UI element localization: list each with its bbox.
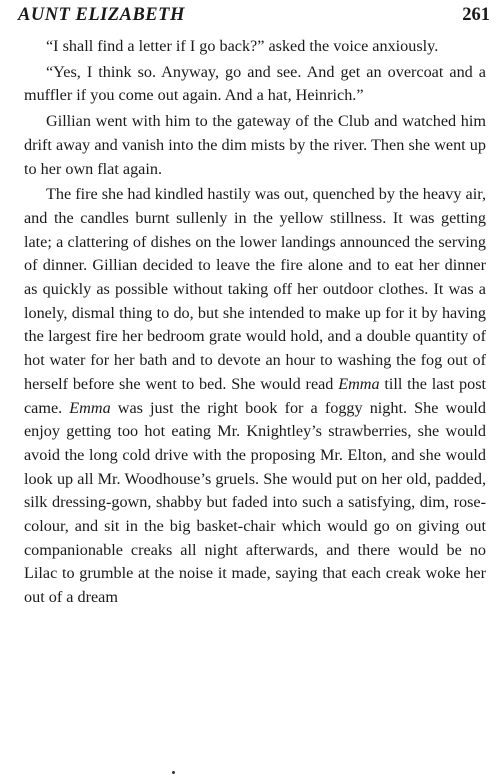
paragraph: “I shall find a letter if I go back?” asked the voice anxiously. — [46, 37, 439, 55]
paragraph-text: The fire she had kindled hastily was out, quenched by the heavy air, and the candles burnt sullenly in the yellow stillness. It was getting late; a clattering of dishes on the lower landings announced the serving of dinner. Gillian decided to leave the fire alone and to eat her dinner as quickly as possible without taking off her outdoor clothes. It was a lonely, dismal thing to do, but she intended to make up for it by having the largest fire her bedroom grate would hold, and a double quantity of hot water for her bath and to devote an hour to washing the fog out of herself before she went to bed. She would read — [24, 185, 486, 393]
paragraph — [24, 183, 486, 610]
printer-dot — [172, 771, 175, 774]
paragraph-text: till the last post came. — [24, 374, 486, 417]
paragraph: “Yes, I think so. Anyway, go and see. And get an overcoat and a muffler if you come out again. And a hat, Heinrich.” — [24, 62, 486, 105]
running-title: AUNT ELIZABETH — [18, 5, 185, 25]
book-title-emphasis: Emma — [338, 374, 380, 393]
paragraph-text: was just the right book for a foggy night. She would enjoy getting too hot eating Mr. Knightley’s strawberries, she would avoid the long cold drive with the proposing Mr. Elton, and she would look up all Mr. Woodhouse’s gruels. She would put on her old, padded, silk dressing-gown, shabby but faded into such a satisfying, dim, rose-colour, and sit in the big basket-chair which would go on giving out companionable creaks all night afterwards, and there would be no Lilac to grumble at the noise it made, saying that each creak woke her out of a dream — [24, 398, 486, 607]
body-text — [24, 35, 486, 612]
running-head — [18, 2, 490, 28]
book-title-emphasis: Emma — [69, 398, 111, 417]
paragraph: Gillian went with him to the gateway of the Club and watched him drift away and vanish into the dim mists by the river. Then she went up to her own flat again. — [24, 112, 486, 178]
page-number: 261 — [462, 5, 490, 25]
